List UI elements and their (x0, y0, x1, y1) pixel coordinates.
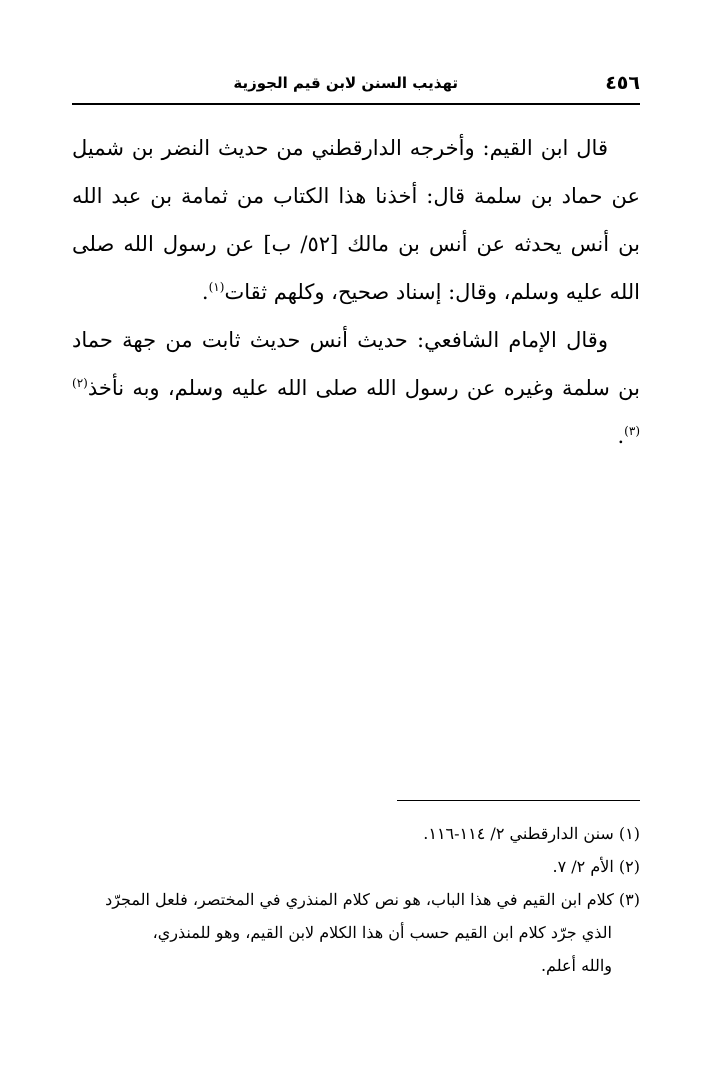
paragraph-2-text: وقال الإمام الشافعي: حديث أنس حديث ثابت من جهة حماد بن سلمة وغيره عن رسول الله صلى الله عليه وسلم، وبه نأخذ (72, 328, 640, 400)
paragraph-1-text: قال ابن القيم: وأخرجه الدارقطني من حديث النضر بن شميل عن حماد بن سلمة قال: أخذنا هذا الكتاب من ثمامة بن عبد الله بن أنس يحدثه عن أنس بن مالك [٥٢/ ب] عن رسول الله صلى الله عليه وسلم، وقال: إسناد صحيح، وكلهم ثقات (72, 136, 640, 304)
paragraph-2-end: . (617, 424, 625, 448)
page-header (72, 70, 640, 100)
header-divider (72, 103, 640, 105)
page-number: ٤٥٦ (605, 72, 640, 94)
footnote-ref-1: (١) (208, 280, 225, 294)
footnote-3-line-1: (٣) كلام ابن القيم في هذا الباب، هو نص كلام المنذري في المختصر، فلعل المجرّد (105, 890, 640, 909)
running-title: تهذيب السنن لابن قيم الجوزية (233, 74, 458, 92)
footnote-divider (397, 800, 640, 801)
paragraph-2 (72, 316, 640, 460)
paragraph-1-end: . (201, 280, 209, 304)
footnote-1: (١) سنن الدارقطني ٢/ ١١٤-١١٦. (423, 824, 640, 843)
main-text (72, 124, 640, 460)
footnotes (60, 817, 640, 982)
footnote-2: (٢) الأم ٢/ ٧. (552, 857, 640, 876)
footnote-3-line-2: الذي جرّد كلام ابن القيم حسب أن هذا الكلام لابن القيم، وهو للمنذري، (152, 923, 612, 942)
footnote-ref-2-3: (٢) (٣) (72, 376, 640, 438)
footnote-3-line-3: والله أعلم. (540, 956, 612, 975)
paragraph-1 (72, 124, 640, 316)
